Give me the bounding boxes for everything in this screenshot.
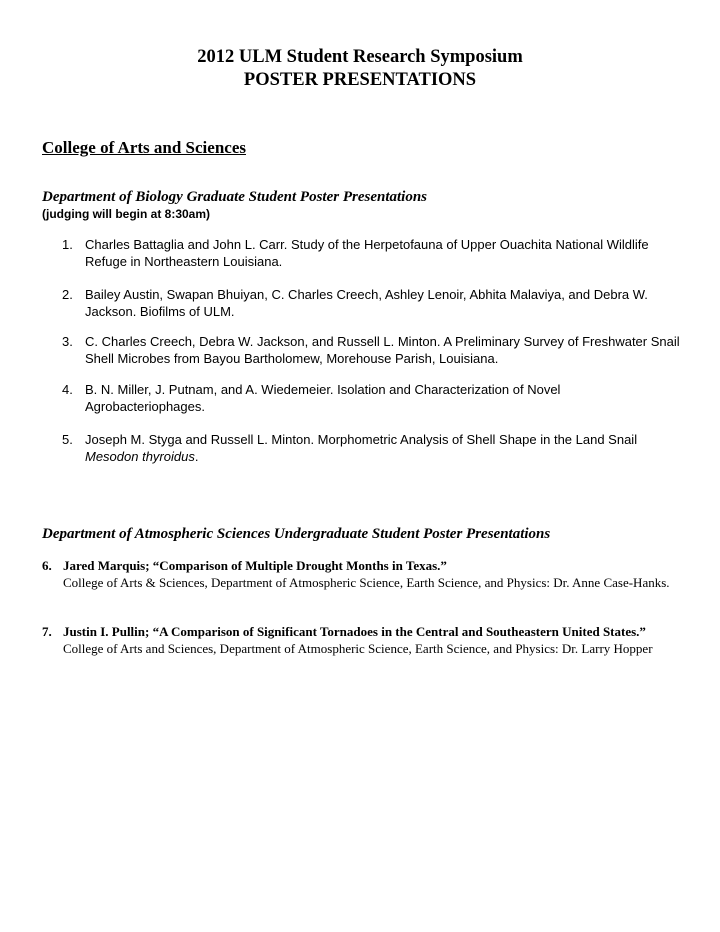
atmospheric-dept-heading: Department of Atmospheric Sciences Undergraduate Student Poster Presentations (42, 526, 551, 542)
item-text: Charles Battaglia and John L. Carr. Study of the Herpetofauna of Upper Ouachita National Wildlife Refuge in Northeastern Louisiana. (85, 237, 649, 269)
list-item (62, 286, 682, 320)
item-number: 5. (62, 432, 73, 447)
item-title: Justin I. Pullin; “A Comparison of Significant Tornadoes in the Central and Southeastern United States.” (63, 624, 646, 639)
list-item (62, 333, 682, 367)
item-title: Jared Marquis; “Comparison of Multiple Drought Months in Texas.” (63, 558, 447, 573)
item-text: B. N. Miller, J. Putnam, and A. Wiedemeier. Isolation and Characterization of Novel Agrobacteriophages. (85, 382, 561, 414)
list-item (62, 431, 682, 465)
item-text: C. Charles Creech, Debra W. Jackson, and Russell L. Minton. A Preliminary Survey of Freshwater Snail Shell Microbes from Bayou Bartholomew, Morehouse Parish, Louisiana. (85, 334, 680, 366)
item-number: 7. (42, 624, 52, 639)
list-item (62, 236, 682, 270)
item-text-start: Joseph M. Styga and Russell L. Minton. Morphometric Analysis of Shell Shape in the Land Snail (85, 432, 638, 447)
item-number: 4. (62, 382, 73, 397)
document-subtitle: POSTER PRESENTATIONS (243, 70, 477, 90)
judging-note: (judging will begin at 8:30am) (42, 207, 211, 221)
document-title: 2012 ULM Student Research Symposium (197, 47, 523, 67)
item-affiliation: College of Arts and Sciences, Department of Atmospheric Science, Earth Science, and Physics: Dr. Larry Hopper (63, 640, 653, 656)
item-text-end: . (194, 449, 199, 464)
list-item (62, 381, 682, 415)
species-name: Mesodon thyroidus (85, 449, 195, 464)
biology-dept-heading: Department of Biology Graduate Student Poster Presentations (42, 189, 428, 205)
item-text (85, 431, 682, 465)
item-affiliation: College of Arts & Sciences, Department of Atmospheric Science, Earth Science, and Physics: Dr. Anne Case-Hanks. (63, 574, 670, 590)
college-heading: College of Arts and Sciences (42, 138, 246, 157)
list-item (42, 558, 672, 591)
item-number: 1. (62, 237, 73, 252)
item-text: Bailey Austin, Swapan Bhuiyan, C. Charles Creech, Ashley Lenoir, Abhita Malaviya, and Debra W. Jackson. Biofilms of ULM. (85, 287, 648, 319)
list-item (42, 624, 672, 657)
item-number: 3. (62, 334, 73, 349)
item-number: 2. (62, 287, 73, 302)
item-number: 6. (42, 558, 52, 573)
